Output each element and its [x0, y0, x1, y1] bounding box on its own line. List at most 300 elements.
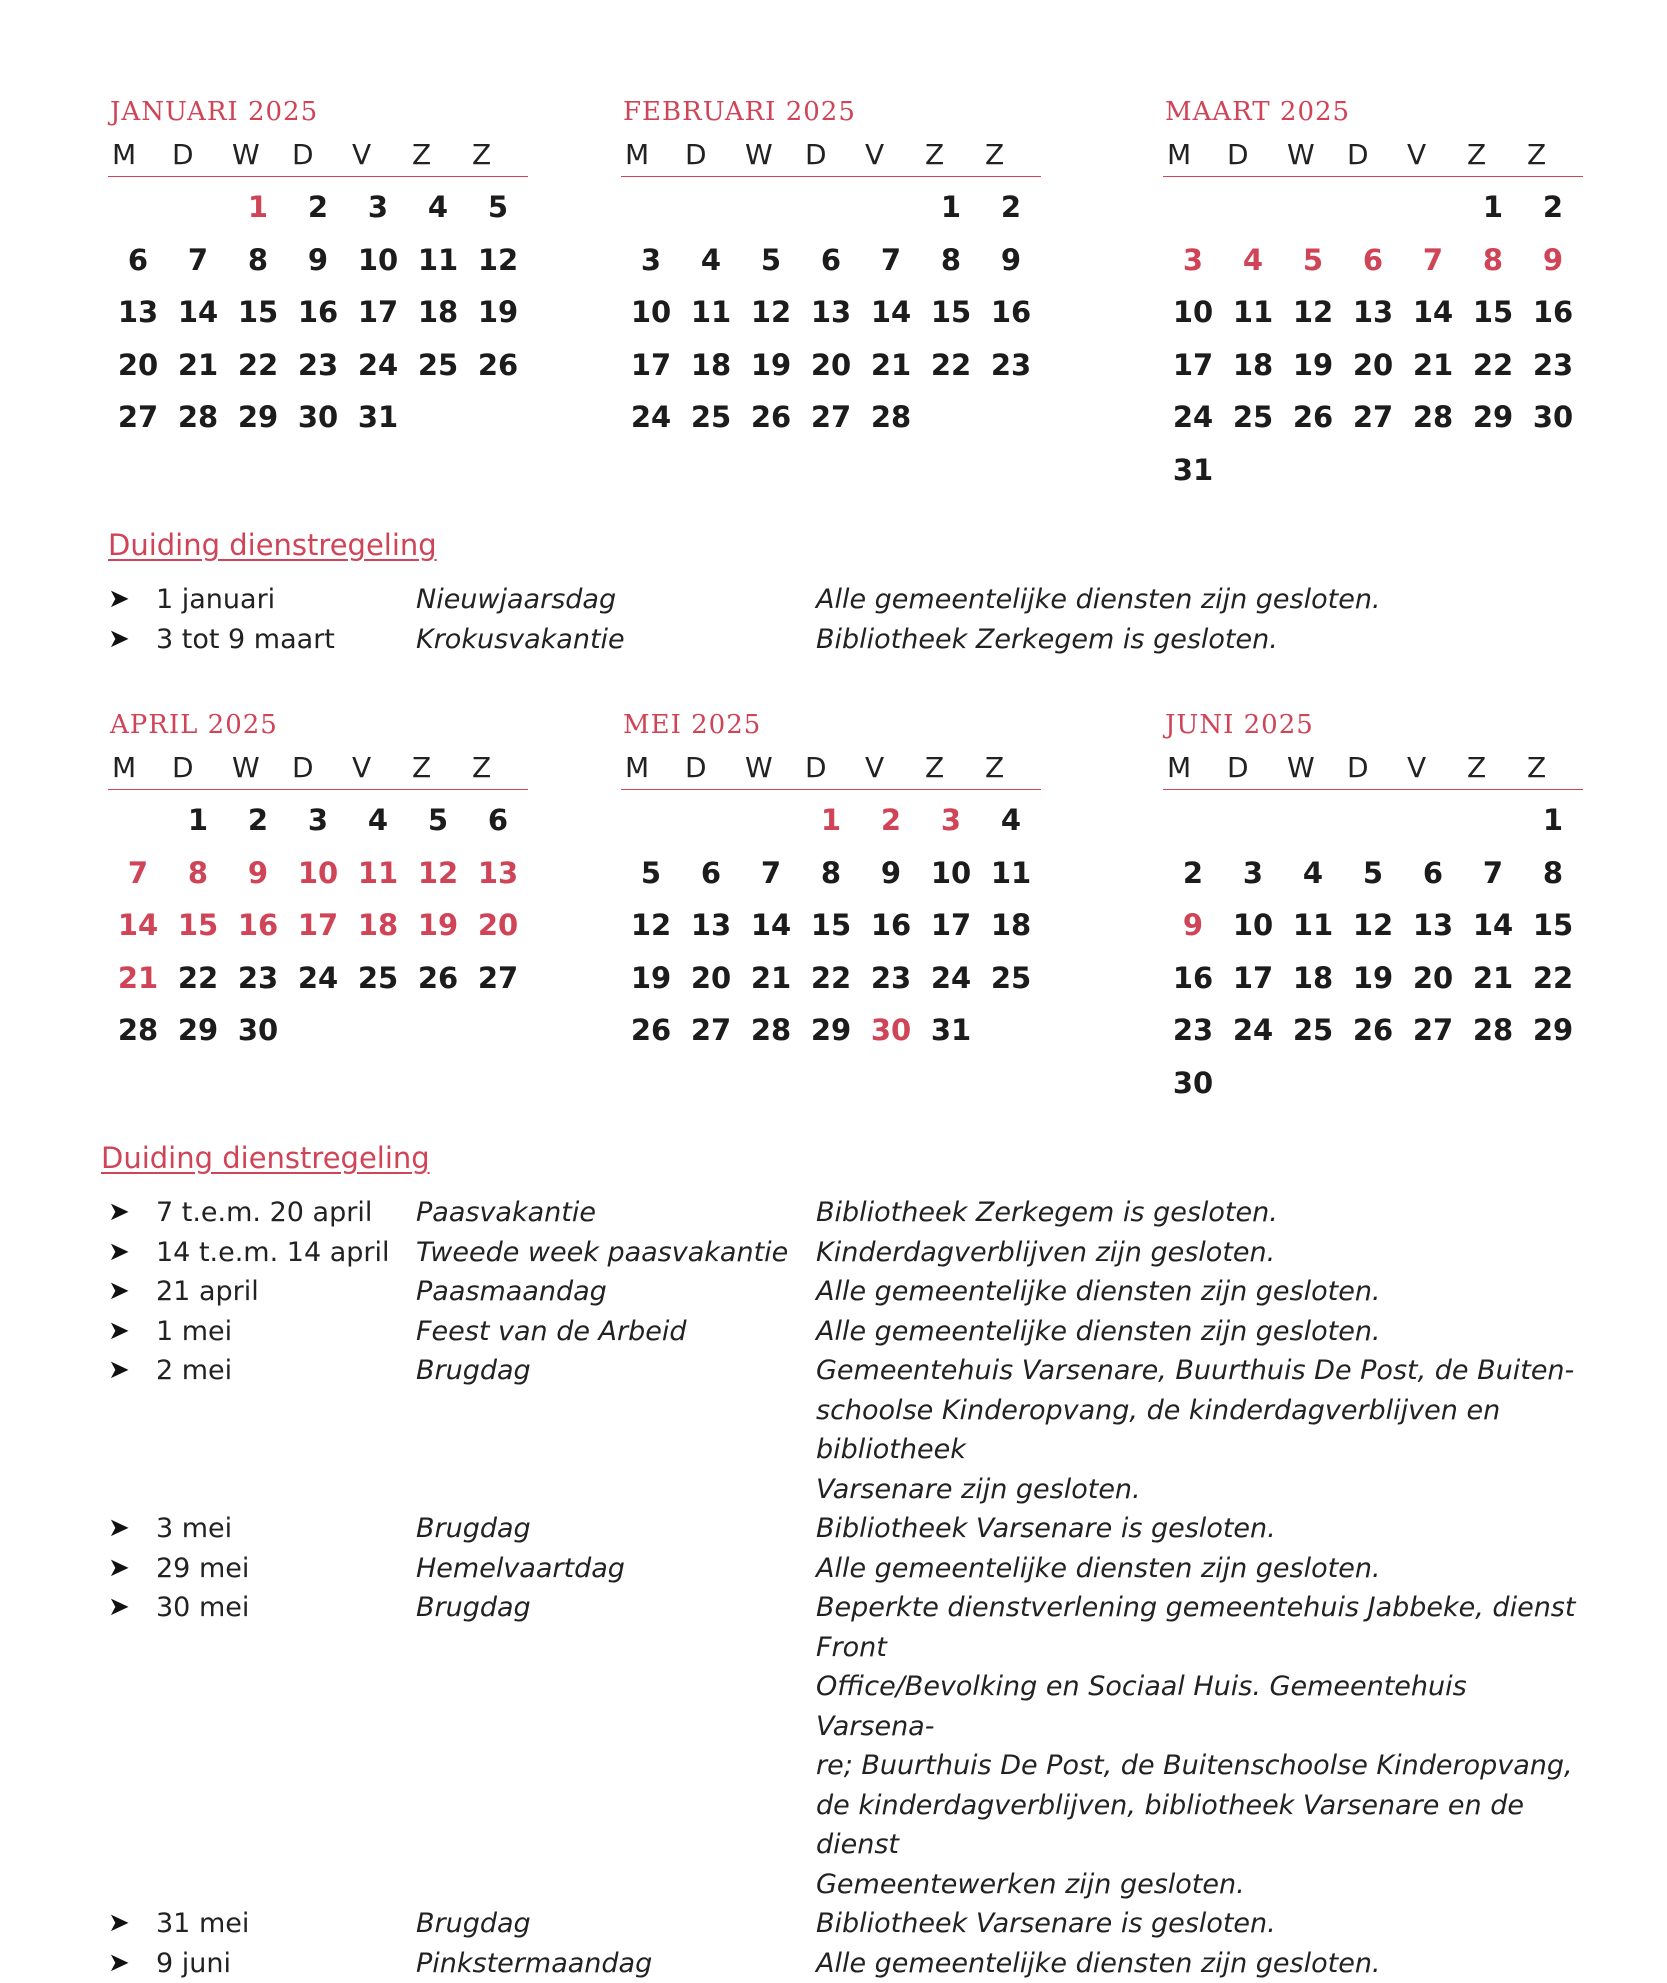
arrow-right-icon: ➤ — [108, 620, 156, 660]
weekday-header — [108, 745, 528, 790]
weekday-label: D — [1343, 751, 1403, 784]
note-description-line: schoolse Kinderopvang, de kinderdagverblijven en bibliotheek — [816, 1391, 1576, 1470]
note-description-line: Alle gemeentelijke diensten zijn gesloten. — [816, 1312, 1576, 1352]
note-description — [816, 1193, 1576, 1233]
note-date: 3 mei — [156, 1509, 416, 1549]
note-name: Paasvakantie — [416, 1193, 816, 1233]
day-cell-highlighted: 8 — [168, 856, 228, 890]
note-name: Paasmaandag — [416, 1272, 816, 1312]
day-cell: 3 — [288, 803, 348, 837]
note-date: 21 april — [156, 1272, 416, 1312]
schedule-notes — [108, 580, 1588, 659]
day-cell: 28 — [741, 1013, 801, 1047]
week-row — [108, 794, 528, 847]
arrow-right-icon: ➤ — [108, 1549, 156, 1589]
note-description-line: Kinderdagverblijven zijn gesloten. — [816, 1233, 1576, 1273]
day-cell: 24 — [621, 400, 681, 434]
schedule-note — [108, 1233, 1588, 1273]
day-cell: 12 — [1283, 295, 1343, 329]
weekday-label: M — [621, 138, 681, 171]
schedule-note — [108, 1904, 1588, 1944]
day-cell: 18 — [1223, 348, 1283, 382]
day-cell: 5 — [741, 243, 801, 277]
day-cell: 16 — [981, 295, 1041, 329]
weekday-label: Z — [981, 138, 1041, 171]
schedule-notes — [108, 1193, 1588, 1983]
weekday-header — [108, 132, 528, 177]
day-cell: 15 — [1523, 908, 1583, 942]
day-cell: 21 — [861, 348, 921, 382]
weekday-label: D — [801, 138, 861, 171]
day-cell: 20 — [1343, 348, 1403, 382]
day-cell: 13 — [108, 295, 168, 329]
note-name: Pinkstermaandag — [416, 1944, 816, 1983]
day-cell: 7 — [861, 243, 921, 277]
month-grid — [1163, 181, 1583, 496]
day-cell-highlighted: 2 — [861, 803, 921, 837]
day-cell: 17 — [348, 295, 408, 329]
day-cell-highlighted: 9 — [1163, 908, 1223, 942]
day-cell: 19 — [1283, 348, 1343, 382]
day-cell-highlighted: 5 — [1283, 243, 1343, 277]
month-calendar — [108, 92, 528, 444]
day-cell-highlighted: 13 — [468, 856, 528, 890]
week-row — [621, 847, 1041, 900]
day-cell: 11 — [1223, 295, 1283, 329]
schedule-note — [108, 1312, 1588, 1352]
note-date: 3 tot 9 maart — [156, 620, 416, 660]
week-row — [621, 794, 1041, 847]
arrow-right-icon: ➤ — [108, 580, 156, 620]
weekday-label: V — [348, 751, 408, 784]
note-description — [816, 1588, 1576, 1904]
arrow-right-icon: ➤ — [108, 1233, 156, 1273]
day-cell: 19 — [621, 961, 681, 995]
arrow-right-icon: ➤ — [108, 1944, 156, 1983]
schedule-note — [108, 580, 1588, 620]
day-cell: 22 — [228, 348, 288, 382]
day-cell: 2 — [228, 803, 288, 837]
day-cell: 21 — [1463, 961, 1523, 995]
weekday-label: D — [168, 751, 228, 784]
month-calendar — [1163, 705, 1583, 1109]
weekday-header — [621, 745, 1041, 790]
weekday-label: V — [861, 751, 921, 784]
week-row — [1163, 444, 1583, 497]
day-cell: 25 — [408, 348, 468, 382]
weekday-label: V — [861, 138, 921, 171]
note-name: Hemelvaartdag — [416, 1549, 816, 1589]
day-cell-highlighted: 1 — [801, 803, 861, 837]
schedule-note — [108, 620, 1588, 660]
note-description-line: Alle gemeentelijke diensten zijn gesloten. — [816, 580, 1576, 620]
day-cell: 18 — [681, 348, 741, 382]
day-cell: 25 — [1283, 1013, 1343, 1047]
note-description-line: Office/Bevolking en Sociaal Huis. Gemeentehuis Varsena- — [816, 1667, 1576, 1746]
weekday-label: W — [228, 138, 288, 171]
weekday-label: V — [1403, 751, 1463, 784]
week-row — [621, 1004, 1041, 1057]
day-cell: 19 — [741, 348, 801, 382]
note-description-line: Bibliotheek Zerkegem is gesloten. — [816, 620, 1576, 660]
schedule-note — [108, 1193, 1588, 1233]
weekday-label: Z — [468, 751, 528, 784]
weekday-label: D — [1343, 138, 1403, 171]
note-description-line: Alle gemeentelijke diensten zijn gesloten. — [816, 1272, 1576, 1312]
note-description — [816, 580, 1576, 620]
note-description — [816, 1509, 1576, 1549]
day-cell: 4 — [408, 190, 468, 224]
note-name: Brugdag — [416, 1351, 816, 1509]
arrow-right-icon: ➤ — [108, 1509, 156, 1549]
day-cell: 23 — [1523, 348, 1583, 382]
week-row — [621, 234, 1041, 287]
month-grid — [108, 794, 528, 1057]
day-cell: 10 — [348, 243, 408, 277]
day-cell: 14 — [1463, 908, 1523, 942]
day-cell: 25 — [681, 400, 741, 434]
day-cell: 30 — [288, 400, 348, 434]
schedule-note — [108, 1549, 1588, 1589]
day-cell: 11 — [408, 243, 468, 277]
weekday-label: D — [681, 138, 741, 171]
day-cell: 26 — [468, 348, 528, 382]
note-description-line: Alle gemeentelijke diensten zijn gesloten. — [816, 1944, 1576, 1983]
note-description-line: Gemeentewerken zijn gesloten. — [816, 1865, 1576, 1905]
day-cell: 22 — [801, 961, 861, 995]
day-cell: 3 — [1223, 856, 1283, 890]
day-cell-highlighted: 3 — [921, 803, 981, 837]
day-cell: 10 — [621, 295, 681, 329]
day-cell: 21 — [741, 961, 801, 995]
schedule-note — [108, 1588, 1588, 1904]
day-cell: 8 — [921, 243, 981, 277]
note-description — [816, 1944, 1576, 1983]
note-name: Feest van de Arbeid — [416, 1312, 816, 1352]
day-cell: 2 — [1523, 190, 1583, 224]
day-cell: 23 — [861, 961, 921, 995]
day-cell: 29 — [168, 1013, 228, 1047]
arrow-right-icon: ➤ — [108, 1351, 156, 1509]
week-row — [108, 952, 528, 1005]
day-cell: 26 — [408, 961, 468, 995]
day-cell-highlighted: 17 — [288, 908, 348, 942]
weekday-label: Z — [408, 138, 468, 171]
month-calendar — [108, 705, 528, 1057]
month-calendar — [621, 92, 1041, 444]
day-cell: 23 — [981, 348, 1041, 382]
day-cell: 11 — [681, 295, 741, 329]
weekday-label: Z — [921, 751, 981, 784]
day-cell: 18 — [408, 295, 468, 329]
day-cell: 15 — [1463, 295, 1523, 329]
day-cell-highlighted: 10 — [288, 856, 348, 890]
day-cell: 4 — [681, 243, 741, 277]
month-title: MAART 2025 — [1165, 92, 1583, 132]
day-cell: 18 — [981, 908, 1041, 942]
day-cell-highlighted: 16 — [228, 908, 288, 942]
day-cell: 11 — [1283, 908, 1343, 942]
note-name: Brugdag — [416, 1509, 816, 1549]
day-cell: 6 — [468, 803, 528, 837]
arrow-right-icon: ➤ — [108, 1193, 156, 1233]
month-grid — [621, 181, 1041, 444]
day-cell: 29 — [801, 1013, 861, 1047]
day-cell: 1 — [1523, 803, 1583, 837]
day-cell-highlighted: 18 — [348, 908, 408, 942]
arrow-right-icon: ➤ — [108, 1588, 156, 1904]
day-cell: 12 — [621, 908, 681, 942]
day-cell: 16 — [861, 908, 921, 942]
day-cell-highlighted: 4 — [1223, 243, 1283, 277]
day-cell: 16 — [288, 295, 348, 329]
weekday-label: Z — [981, 751, 1041, 784]
week-row — [1163, 181, 1583, 234]
day-cell: 14 — [741, 908, 801, 942]
day-cell: 7 — [741, 856, 801, 890]
schedule-note — [108, 1351, 1588, 1509]
day-cell: 1 — [921, 190, 981, 224]
day-cell: 28 — [861, 400, 921, 434]
day-cell: 2 — [981, 190, 1041, 224]
day-cell: 27 — [681, 1013, 741, 1047]
day-cell: 25 — [1223, 400, 1283, 434]
note-description-line: re; Buurthuis De Post, de Buitenschoolse Kinderopvang, — [816, 1746, 1576, 1786]
day-cell-highlighted: 12 — [408, 856, 468, 890]
week-row — [1163, 339, 1583, 392]
weekday-header — [1163, 745, 1583, 790]
day-cell-highlighted: 3 — [1163, 243, 1223, 277]
weekday-label: Z — [1523, 751, 1583, 784]
day-cell: 3 — [348, 190, 408, 224]
day-cell-highlighted: 30 — [861, 1013, 921, 1047]
day-cell: 15 — [801, 908, 861, 942]
day-cell: 27 — [1343, 400, 1403, 434]
week-row — [621, 286, 1041, 339]
day-cell: 6 — [801, 243, 861, 277]
day-cell: 5 — [1343, 856, 1403, 890]
day-cell: 29 — [228, 400, 288, 434]
day-cell: 17 — [1163, 348, 1223, 382]
weekday-label: Z — [1463, 138, 1523, 171]
day-cell: 5 — [621, 856, 681, 890]
section-title: Duiding dienstregeling — [101, 1141, 430, 1175]
day-cell: 8 — [228, 243, 288, 277]
day-cell: 13 — [1403, 908, 1463, 942]
day-cell: 8 — [801, 856, 861, 890]
day-cell-highlighted: 9 — [228, 856, 288, 890]
note-description — [816, 1904, 1576, 1944]
note-description-line: Varsenare zijn gesloten. — [816, 1470, 1576, 1510]
weekday-label: D — [681, 751, 741, 784]
day-cell: 20 — [801, 348, 861, 382]
note-date: 30 mei — [156, 1588, 416, 1904]
day-cell: 28 — [1463, 1013, 1523, 1047]
month-grid — [108, 181, 528, 444]
note-name: Tweede week paasvakantie — [416, 1233, 816, 1273]
day-cell: 15 — [228, 295, 288, 329]
week-row — [1163, 899, 1583, 952]
day-cell: 20 — [681, 961, 741, 995]
day-cell: 2 — [288, 190, 348, 224]
week-row — [108, 1004, 528, 1057]
day-cell-highlighted: 7 — [1403, 243, 1463, 277]
day-cell-highlighted: 11 — [348, 856, 408, 890]
note-name: Nieuwjaarsdag — [416, 580, 816, 620]
day-cell: 30 — [228, 1013, 288, 1047]
week-row — [108, 339, 528, 392]
day-cell: 31 — [921, 1013, 981, 1047]
note-description-line: Alle gemeentelijke diensten zijn gesloten. — [816, 1549, 1576, 1589]
day-cell: 6 — [681, 856, 741, 890]
note-name: Brugdag — [416, 1588, 816, 1904]
weekday-label: W — [741, 751, 801, 784]
day-cell: 10 — [1223, 908, 1283, 942]
day-cell: 16 — [1523, 295, 1583, 329]
day-cell: 23 — [288, 348, 348, 382]
weekday-label: M — [621, 751, 681, 784]
day-cell: 10 — [1163, 295, 1223, 329]
note-date: 7 t.e.m. 20 april — [156, 1193, 416, 1233]
day-cell: 27 — [1403, 1013, 1463, 1047]
day-cell: 24 — [288, 961, 348, 995]
weekday-label: D — [801, 751, 861, 784]
note-description-line: Beperkte dienstverlening gemeentehuis Jabbeke, dienst Front — [816, 1588, 1576, 1667]
month-title: FEBRUARI 2025 — [623, 92, 1041, 132]
day-cell: 11 — [981, 856, 1041, 890]
week-row — [621, 181, 1041, 234]
note-date: 9 juni — [156, 1944, 416, 1983]
day-cell: 5 — [408, 803, 468, 837]
day-cell: 6 — [1403, 856, 1463, 890]
week-row — [108, 391, 528, 444]
month-title: MEI 2025 — [623, 705, 1041, 745]
day-cell: 15 — [921, 295, 981, 329]
day-cell: 16 — [1163, 961, 1223, 995]
section-title: Duiding dienstregeling — [108, 528, 437, 562]
day-cell: 26 — [621, 1013, 681, 1047]
day-cell-highlighted: 15 — [168, 908, 228, 942]
weekday-label: V — [1403, 138, 1463, 171]
day-cell: 3 — [621, 243, 681, 277]
day-cell: 2 — [1163, 856, 1223, 890]
day-cell: 25 — [348, 961, 408, 995]
note-date: 1 mei — [156, 1312, 416, 1352]
week-row — [621, 952, 1041, 1005]
day-cell: 12 — [468, 243, 528, 277]
month-title: JANUARI 2025 — [110, 92, 528, 132]
day-cell: 29 — [1463, 400, 1523, 434]
day-cell: 21 — [168, 348, 228, 382]
week-row — [621, 899, 1041, 952]
day-cell: 21 — [1403, 348, 1463, 382]
day-cell: 1 — [168, 803, 228, 837]
day-cell: 30 — [1523, 400, 1583, 434]
weekday-header — [621, 132, 1041, 177]
day-cell: 17 — [621, 348, 681, 382]
day-cell: 7 — [168, 243, 228, 277]
day-cell: 24 — [348, 348, 408, 382]
week-row — [108, 286, 528, 339]
day-cell: 14 — [168, 295, 228, 329]
day-cell: 4 — [348, 803, 408, 837]
schedule-note — [108, 1272, 1588, 1312]
weekday-label: W — [1283, 138, 1343, 171]
day-cell-highlighted: 1 — [228, 190, 288, 224]
note-date: 2 mei — [156, 1351, 416, 1509]
month-calendar — [621, 705, 1041, 1057]
day-cell: 27 — [108, 400, 168, 434]
day-cell: 9 — [861, 856, 921, 890]
weekday-label: D — [288, 138, 348, 171]
day-cell-highlighted: 7 — [108, 856, 168, 890]
day-cell: 26 — [1343, 1013, 1403, 1047]
weekday-label: Z — [1463, 751, 1523, 784]
day-cell: 14 — [861, 295, 921, 329]
week-row — [108, 847, 528, 900]
day-cell: 13 — [1343, 295, 1403, 329]
day-cell: 22 — [1463, 348, 1523, 382]
week-row — [1163, 1057, 1583, 1110]
day-cell: 25 — [981, 961, 1041, 995]
note-description — [816, 1351, 1576, 1509]
schedule-note — [108, 1509, 1588, 1549]
day-cell: 24 — [921, 961, 981, 995]
day-cell: 26 — [741, 400, 801, 434]
note-date: 14 t.e.m. 14 april — [156, 1233, 416, 1273]
note-description-line: Gemeentehuis Varsenare, Buurthuis De Post, de Buiten- — [816, 1351, 1576, 1391]
day-cell-highlighted: 14 — [108, 908, 168, 942]
day-cell: 9 — [981, 243, 1041, 277]
day-cell: 17 — [1223, 961, 1283, 995]
week-row — [1163, 1004, 1583, 1057]
weekday-label: Z — [468, 138, 528, 171]
day-cell: 29 — [1523, 1013, 1583, 1047]
note-date: 1 januari — [156, 580, 416, 620]
month-calendar — [1163, 92, 1583, 496]
note-description-line: Bibliotheek Varsenare is gesloten. — [816, 1509, 1576, 1549]
day-cell: 24 — [1163, 400, 1223, 434]
day-cell: 27 — [801, 400, 861, 434]
day-cell: 28 — [168, 400, 228, 434]
day-cell: 4 — [981, 803, 1041, 837]
day-cell: 12 — [741, 295, 801, 329]
note-name: Brugdag — [416, 1904, 816, 1944]
note-date: 31 mei — [156, 1904, 416, 1944]
day-cell: 19 — [468, 295, 528, 329]
week-row — [1163, 234, 1583, 287]
day-cell: 31 — [1163, 453, 1223, 487]
day-cell-highlighted: 8 — [1463, 243, 1523, 277]
day-cell: 30 — [1163, 1066, 1223, 1100]
day-cell: 9 — [288, 243, 348, 277]
note-date: 29 mei — [156, 1549, 416, 1589]
weekday-label: D — [168, 138, 228, 171]
day-cell: 8 — [1523, 856, 1583, 890]
day-cell: 31 — [348, 400, 408, 434]
week-row — [621, 391, 1041, 444]
weekday-label: M — [1163, 751, 1223, 784]
day-cell: 4 — [1283, 856, 1343, 890]
day-cell: 24 — [1223, 1013, 1283, 1047]
note-name: Krokusvakantie — [416, 620, 816, 660]
day-cell: 5 — [468, 190, 528, 224]
weekday-label: M — [1163, 138, 1223, 171]
day-cell: 27 — [468, 961, 528, 995]
weekday-label: Z — [921, 138, 981, 171]
weekday-label: Z — [408, 751, 468, 784]
day-cell: 10 — [921, 856, 981, 890]
